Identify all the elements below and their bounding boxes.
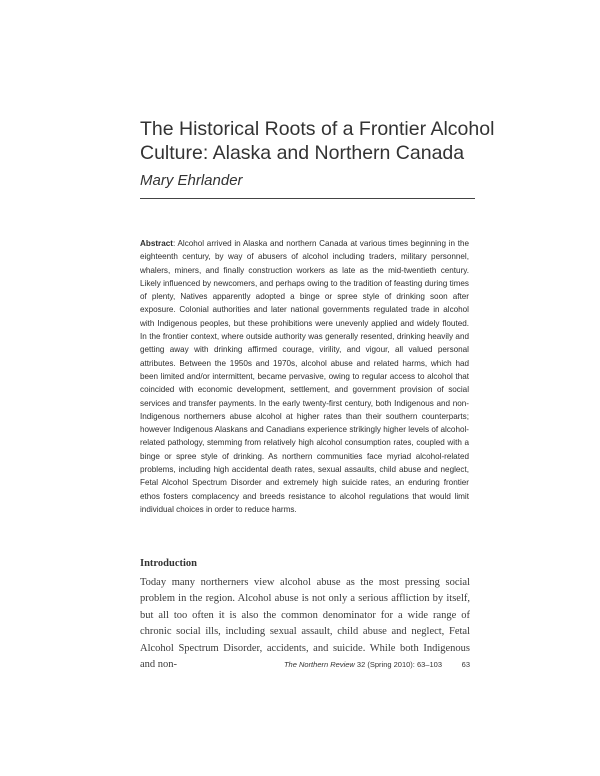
abstract	[140, 237, 469, 516]
journal-issue: 32 (Spring 2010): 63–103	[354, 660, 442, 669]
section-heading-introduction: Introduction	[140, 558, 197, 569]
journal-name: The Northern Review	[283, 660, 355, 669]
title-divider	[140, 198, 475, 199]
journal-citation	[284, 660, 442, 669]
abstract-label: Abstract	[140, 239, 173, 248]
paper-title: The Historical Roots of a Frontier Alcohol Culture: Alaska and Northern Canada	[140, 118, 495, 164]
abstract-text: : Alcohol arrived in Alaska and northern Canada at various times beginning in the eighteenth century, by way of abusers of alcohol including traders, military personnel, whalers, miners, and finally construction workers as late as the mid-twentieth century. Likely influenced by newcomers, and perhaps owing to the tradition of feasting during times of plenty, Natives apparently adopted a binge or spree style of drinking soon after exposure. Colonial authorities and later national governments regulated trade in alcohol with Indigenous peoples, but these prohibitions were unevenly applied and widely flouted. In the frontier context, where outside authority was generally resented, drinking heavily and getting away with drinking affirmed courage, virility, and vigour, all valued personal attributes. Between the 1950s and 1970s, alcohol abuse and related harms, which had been limited and/or intermittent, became pervasive, owing to regular access to alcohol that coincided with economic development, settlement, and government provision of social services and transfer payments. In the early twenty-first century, both Indigenous and non-Indigenous northerners abuse alcohol at higher rates than their southern counterparts; however Indigenous Alaskans and Canadians experience strikingly higher levels of alcohol-related pathology, stemming from relatively high alcohol consumption rates, coupled with a binge or spree style of drinking. As northern communities face myriad alcohol-related problems, including high accidental death rates, sexual assaults, child abuse and neglect, Fetal Alcohol Spectrum Disorder and extremely high suicide rates, an enduring frontier ethos fosters complacency and breeds resistance to alcohol regulations that would limit individual choices in order to reduce harms.	[140, 239, 469, 514]
page-number: 63	[461, 660, 470, 669]
introduction-paragraph: Today many northerners view alcohol abuse as the most pressing social problem in the region. Alcohol abuse is not only a serious affliction by itself, but all too often it is also the common denominator for a wide range of chronic social ills, including sexual assault, child abuse and neglect, Fetal Alcohol Spectrum Disorder, accidents, and suicide. While both Indigenous and non-	[140, 577, 470, 671]
author-name: Mary Ehrlander	[140, 172, 243, 189]
